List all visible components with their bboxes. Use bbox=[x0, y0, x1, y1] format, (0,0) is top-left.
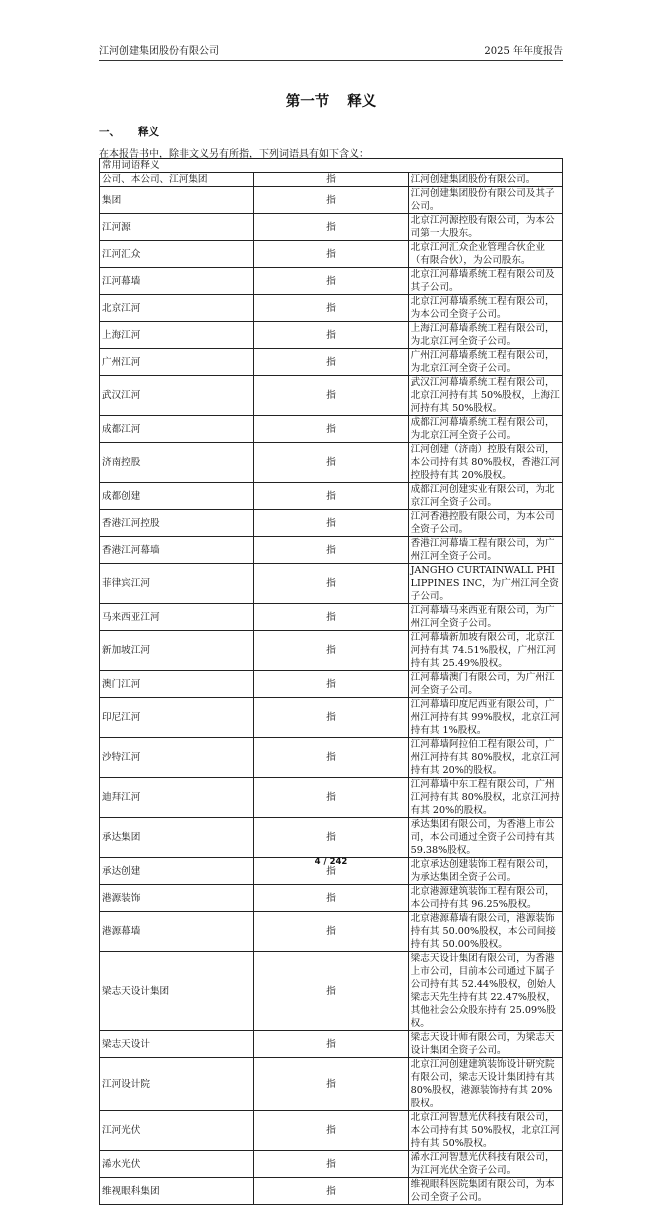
table-row bbox=[100, 885, 563, 912]
zhi-cell: 指 bbox=[254, 952, 408, 1031]
table-row bbox=[100, 778, 563, 818]
table-row bbox=[100, 912, 563, 952]
table-row bbox=[100, 349, 563, 376]
zhi-cell: 指 bbox=[254, 912, 408, 952]
chapter-name: 释义 bbox=[347, 94, 377, 110]
table-row bbox=[100, 1178, 563, 1205]
definition-cell: 北京承达创建装饰工程有限公司，为承达集团全资子公司。 bbox=[408, 858, 562, 885]
table-row bbox=[100, 1151, 563, 1178]
zhi-cell: 指 bbox=[254, 698, 408, 738]
term-cell: 承达集团 bbox=[100, 818, 254, 858]
definition-cell: 北京江河汇众企业管理合伙企业（有限合伙），为公司股东。 bbox=[408, 241, 562, 268]
table-row bbox=[100, 483, 563, 510]
definition-cell: 北京江河创建建筑装饰设计研究院有限公司，梁志天设计集团持有其 80%股权，港源装饰持有其 20%股权。 bbox=[408, 1058, 562, 1111]
zhi-cell: 指 bbox=[254, 1031, 408, 1058]
term-cell: 公司、本公司、江河集团 bbox=[100, 173, 254, 187]
definition-cell: 江河幕墙中东工程有限公司，广州江河持有其 80%股权，北京江河持有其 20%的股权。 bbox=[408, 778, 562, 818]
definition-cell: 上海江河幕墙系统工程有限公司，为北京江河全资子公司。 bbox=[408, 322, 562, 349]
zhi-cell: 指 bbox=[254, 173, 408, 187]
zhi-cell: 指 bbox=[254, 241, 408, 268]
definition-cell: 江河幕墙马来西亚有限公司，为广州江河全资子公司。 bbox=[408, 604, 562, 631]
term-cell: 菲律宾江河 bbox=[100, 564, 254, 604]
table-row bbox=[100, 241, 563, 268]
definition-cell: 江河幕墙阿拉伯工程有限公司，广州江河持有其 80%股权，北京江河持有其 20%的股权。 bbox=[408, 738, 562, 778]
zhi-cell: 指 bbox=[254, 778, 408, 818]
term-cell: 上海江河 bbox=[100, 322, 254, 349]
definition-cell: 承达集团有限公司，为香港上市公司，本公司通过全资子公司持有其 59.38%股权。 bbox=[408, 818, 562, 858]
zhi-cell: 指 bbox=[254, 1151, 408, 1178]
term-cell: 集团 bbox=[100, 187, 254, 214]
header-company: 江河创建集团股份有限公司 bbox=[99, 46, 219, 57]
zhi-cell: 指 bbox=[254, 818, 408, 858]
table-row bbox=[100, 510, 563, 537]
term-cell: 浠水光伏 bbox=[100, 1151, 254, 1178]
term-cell: 香港江河控股 bbox=[100, 510, 254, 537]
zhi-cell: 指 bbox=[254, 671, 408, 698]
table-row bbox=[100, 671, 563, 698]
definition-cell: 广州江河幕墙系统工程有限公司，为北京江河全资子公司。 bbox=[408, 349, 562, 376]
term-cell: 新加坡江河 bbox=[100, 631, 254, 671]
intro-text: 在本报告书中，除非文义另有所指，下列词语具有如下含义： bbox=[99, 149, 369, 160]
zhi-cell: 指 bbox=[254, 483, 408, 510]
definition-cell: JANGHO CURTAINWALL PHILIPPINES INC，为广州江河全资子公司。 bbox=[408, 564, 562, 604]
definition-cell: 北京江河幕墙系统工程有限公司及其子公司。 bbox=[408, 268, 562, 295]
zhi-cell: 指 bbox=[254, 604, 408, 631]
zhi-cell: 指 bbox=[254, 376, 408, 416]
term-cell: 迪拜江河 bbox=[100, 778, 254, 818]
definition-cell: 江河创建集团股份有限公司及其子公司。 bbox=[408, 187, 562, 214]
definition-cell: 北京港源建筑装饰工程有限公司，本公司持有其 96.25%股权。 bbox=[408, 885, 562, 912]
zhi-cell: 指 bbox=[254, 295, 408, 322]
term-cell: 维视眼科集团 bbox=[100, 1178, 254, 1205]
term-cell: 澳门江河 bbox=[100, 671, 254, 698]
term-cell: 江河幕墙 bbox=[100, 268, 254, 295]
zhi-cell: 指 bbox=[254, 858, 408, 885]
section-number: 一、 bbox=[99, 126, 120, 138]
zhi-cell: 指 bbox=[254, 322, 408, 349]
zhi-cell: 指 bbox=[254, 443, 408, 483]
term-cell: 江河设计院 bbox=[100, 1058, 254, 1111]
table-row bbox=[100, 443, 563, 483]
term-cell: 成都创建 bbox=[100, 483, 254, 510]
table-row bbox=[100, 698, 563, 738]
zhi-cell: 指 bbox=[254, 738, 408, 778]
zhi-cell: 指 bbox=[254, 537, 408, 564]
zhi-cell: 指 bbox=[254, 885, 408, 912]
page-header bbox=[99, 42, 563, 61]
table-row bbox=[100, 173, 563, 187]
definition-cell: 北京江河智慧光伏科技有限公司，本公司持有其 50%股权，北京江河持有其 50%股权。 bbox=[408, 1111, 562, 1151]
table-row bbox=[100, 1031, 563, 1058]
term-cell: 港源幕墙 bbox=[100, 912, 254, 952]
section-heading bbox=[99, 124, 159, 139]
table-row bbox=[100, 604, 563, 631]
term-cell: 香港江河幕墙 bbox=[100, 537, 254, 564]
table-row bbox=[100, 952, 563, 1031]
table-row bbox=[100, 631, 563, 671]
term-cell: 沙特江河 bbox=[100, 738, 254, 778]
definition-cell: 北京港源幕墙有限公司，港源装饰持有其 50.00%股权，本公司间接持有其 50.00%股权。 bbox=[408, 912, 562, 952]
table-row bbox=[100, 187, 563, 214]
table-row bbox=[100, 268, 563, 295]
definition-cell: 江河幕墙澳门有限公司，为广州江河全资子公司。 bbox=[408, 671, 562, 698]
table-caption: 常用词语释义 bbox=[100, 159, 563, 173]
definition-cell: 梁志天设计集团有限公司，为香港上市公司，目前本公司通过下属子公司持有其 52.44%股权，创始人梁志天先生持有其 22.47%股权，其他社会公众股东持有 25.09%股权。 bbox=[408, 952, 562, 1031]
table-row bbox=[100, 214, 563, 241]
zhi-cell: 指 bbox=[254, 214, 408, 241]
term-cell: 江河光伏 bbox=[100, 1111, 254, 1151]
term-cell: 济南控股 bbox=[100, 443, 254, 483]
term-cell: 梁志天设计集团 bbox=[100, 952, 254, 1031]
definition-cell: 香港江河幕墙工程有限公司，为广州江河全资子公司。 bbox=[408, 537, 562, 564]
table-row bbox=[100, 1111, 563, 1151]
zhi-cell: 指 bbox=[254, 631, 408, 671]
table-row bbox=[100, 537, 563, 564]
definition-cell: 江河创建集团股份有限公司。 bbox=[408, 173, 562, 187]
zhi-cell: 指 bbox=[254, 510, 408, 537]
definition-cell: 江河幕墙印度尼西亚有限公司，广州江河持有其 99%股权，北京江河持有其 1%股权。 bbox=[408, 698, 562, 738]
zhi-cell: 指 bbox=[254, 1111, 408, 1151]
zhi-cell: 指 bbox=[254, 349, 408, 376]
table-row bbox=[100, 1058, 563, 1111]
zhi-cell: 指 bbox=[254, 187, 408, 214]
term-cell: 广州江河 bbox=[100, 349, 254, 376]
zhi-cell: 指 bbox=[254, 1058, 408, 1111]
definition-cell: 北京江河幕墙系统工程有限公司，为本公司全资子公司。 bbox=[408, 295, 562, 322]
table-row bbox=[100, 738, 563, 778]
term-cell: 梁志天设计 bbox=[100, 1031, 254, 1058]
definition-cell: 成都江河创建实业有限公司，为北京江河全资子公司。 bbox=[408, 483, 562, 510]
table-row bbox=[100, 376, 563, 416]
definition-cell: 维视眼科医院集团有限公司，为本公司全资子公司。 bbox=[408, 1178, 562, 1205]
section-label: 释义 bbox=[138, 126, 159, 138]
definition-cell: 成都江河幕墙系统工程有限公司，为北京江河全资子公司。 bbox=[408, 416, 562, 443]
definition-cell: 浠水江河智慧光伏科技有限公司，为江河光伏全资子公司。 bbox=[408, 1151, 562, 1178]
zhi-cell: 指 bbox=[254, 268, 408, 295]
table-row bbox=[100, 322, 563, 349]
term-cell: 港源装饰 bbox=[100, 885, 254, 912]
definition-cell: 梁志天设计师有限公司，为梁志天设计集团全资子公司。 bbox=[408, 1031, 562, 1058]
term-cell: 江河源 bbox=[100, 214, 254, 241]
zhi-cell: 指 bbox=[254, 416, 408, 443]
zhi-cell: 指 bbox=[254, 564, 408, 604]
page-number: 4 / 242 bbox=[314, 857, 348, 867]
term-cell: 印尼江河 bbox=[100, 698, 254, 738]
table-row bbox=[100, 564, 563, 604]
table-row bbox=[100, 818, 563, 858]
table-caption-row bbox=[100, 159, 563, 173]
chapter-number: 第一节 bbox=[285, 94, 330, 110]
table-row bbox=[100, 295, 563, 322]
chapter-title bbox=[0, 90, 662, 111]
term-cell: 承达创建 bbox=[100, 858, 254, 885]
term-cell: 北京江河 bbox=[100, 295, 254, 322]
table-row bbox=[100, 416, 563, 443]
zhi-cell: 指 bbox=[254, 1178, 408, 1205]
term-cell: 成都江河 bbox=[100, 416, 254, 443]
definition-cell: 江河创建（济南）控股有限公司，本公司持有其 80%股权，香港江河控股持有其 20%股权。 bbox=[408, 443, 562, 483]
term-cell: 马来西亚江河 bbox=[100, 604, 254, 631]
definitions-table bbox=[99, 158, 563, 1205]
term-cell: 武汉江河 bbox=[100, 376, 254, 416]
definition-cell: 江河香港控股有限公司，为本公司全资子公司。 bbox=[408, 510, 562, 537]
term-cell: 江河汇众 bbox=[100, 241, 254, 268]
definition-cell: 武汉江河幕墙系统工程有限公司，北京江河持有其 50%股权，上海江河持有其 50%股权。 bbox=[408, 376, 562, 416]
header-report-title: 2025 年年度报告 bbox=[484, 46, 563, 57]
definition-cell: 江河幕墙新加坡有限公司，北京江河持有其 74.51%股权，广州江河持有其 25.49%股权。 bbox=[408, 631, 562, 671]
definition-cell: 北京江河源控股有限公司，为本公司第一大股东。 bbox=[408, 214, 562, 241]
